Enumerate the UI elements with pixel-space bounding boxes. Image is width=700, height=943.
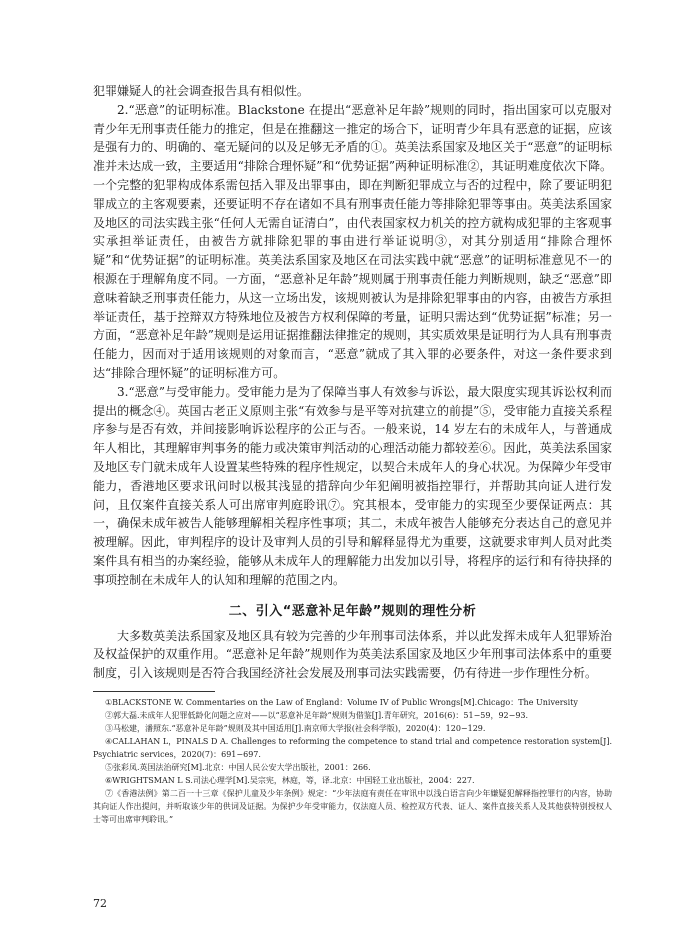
paragraph-continuation: 犯罪嫌疑人的社会调查报告具有相似性。 bbox=[93, 84, 310, 98]
footnote-3: ③马松建，潘照东.“恶意补足年龄”规则及其中国适用[J].南京师大学报(社会科学版)，2020(4)：120−129. bbox=[105, 723, 486, 733]
footnote-1: ①BLACKSTONE W. Commentaries on the Law of England：Volume IV of Public Wrongs[M].Chicago：The University bbox=[105, 697, 578, 707]
page-number: 72 bbox=[93, 897, 107, 910]
footnote-5: ⑤张彩凤.英国法治研究[M].北京：中国人民公安大学出版社，2001：266. bbox=[105, 762, 371, 772]
footnote-4: ④CALLAHAN L，PINALS D A. Challenges to reforming the competence to stand trial and competence restoration system[J]. Psychiatric services，2020(7)：691−697. bbox=[93, 736, 612, 759]
paragraph-section-intro: 大多数英美法系国家及地区具有较为完善的少年刑事司法体系，并以此发挥未成年人犯罪矫治及权益保护的双重作用。“恶意补足年龄”规则作为英美法系国家及地区少年刑事司法体系中的重要制度，引入该规则是否符合我国经济社会发展及刑事司法实践需要，仍有待进一步作理性分析。 bbox=[93, 628, 612, 681]
body-text bbox=[93, 82, 612, 826]
footnote-6: ⑥WRIGHTSMAN L S.司法心理学[M].吴宗宪，林庭，等，译.北京：中国轻工业出版社，2004：227. bbox=[105, 775, 475, 785]
footnotes bbox=[93, 696, 612, 826]
paragraph-malice-standard: 2.“恶意”的证明标准。Blackstone 在提出“恶意补足年龄”规则的同时，指出国家可以克服对青少年无刑事责任能力的推定，但是在推翻这一推定的场合下，证明青少年具有恶意的证据，应该是强有力的、明确的、毫无疑问的以及足够无矛盾的①。英美法系国家及地区关于“恶意”的证明标准并未达成一致，主要适用“排除合理怀疑”和“优势证据”两种证明标准②，其证明难度依次下降。一个完整的犯罪构成体系需包括入罪及出罪事由，即在判断犯罪成立与否的过程中，除了要证明犯罪成立的主客观要素，还要证明不存在诸如不具有刑事责任能力等排除犯罪等事由。英美法系国家及地区的司法实践主张“任何人无需自证清白”，由代表国家权力机关的控方就构成犯罪的主客观事实承担举证责任，由被告方就排除犯罪的事由进行举证说明③，对其分别适用“排除合理怀疑”和“优势证据”的证明标准。英美法系国家及地区在司法实践中就“恶意”的证明标准意见不一的根源在于理解角度不同。一方面，“恶意补足年龄”规则属于刑事责任能力判断规则，缺乏“恶意”即意味着缺乏刑事责任能力，从这一立场出发，该规则被认为是排除犯罪事由的内容，由被告方承担举证责任，基于控辩双方特殊地位及被告方权利保障的考量，证明只需达到“优势证据”标准；另一方面，“恶意补足年龄”规则是运用证据推翻法律推定的规则，其实质效果是证明行为人具有刑事责任能力，因而对于适用该规则的对象而言，“恶意”就成了其入罪的必要条件，对这一条件要求到达“排除合理怀疑”的证明标准方可。 bbox=[93, 102, 612, 380]
footnote-divider bbox=[93, 691, 215, 692]
paragraph-competence-to-stand-trial: 3.“恶意”与受审能力。受审能力是为了保障当事人有效参与诉讼，最大限度实现其诉讼权利而提出的概念④。英国古老正义原则主张“有效参与是平等对抗建立的前提”⑤，受审能力直接关系程序参与是否有效，并间接影响诉讼程序的公正与否。一般来说，14 岁左右的未成年人，与普通成年人相比，其理解审判事务的能力或决策审判活动的心理活动能力都较差⑥。因此，英美法系国家及地区专门就未成年人设置某些特殊的程序性规定，以契合未成年人的身心状况。为保障少年受审能力，香港地区要求讯问时以极其浅显的措辞向少年犯阐明被指控罪行，并帮助其向证人进行发问，且仅案件直接关系人可出席审判庭聆讯⑦。究其根本，受审能力的实现至少要保证两点：其一，确保未成年被告人能够理解相关程序性事项；其二，未成年被告人能够充分表达自己的意见并被理解。因此，审判程序的设计及审判人员的引导和解释显得尤为重要，这就要求审判人员对此类案件具有相当的办案经验，能够从未成年人的理解能力出发加以引导，将程序的运行和有待抉择的事项控制在未成年人的认知和理解的范围之内。 bbox=[93, 384, 612, 587]
footnote-2: ②郭大磊.未成年人犯罪低龄化问题之应对——以“恶意补足年龄”规则为借鉴[J].青年研究，2016(6)：51−59，92−93. bbox=[105, 710, 529, 720]
section-heading: 二、引入“恶意补足年龄”规则的理性分析 bbox=[228, 603, 477, 619]
journal-page bbox=[93, 0, 612, 943]
footnote-7: ⑦《香港法例》第二百一十三章《保护儿童及少年条例》规定：“少年法庭有责任在审讯中以浅白语言向少年嫌疑犯解释指控罪行的内容，协助其向证人作出提问，并听取该少年的供词及证据。为保护少年受审能力，仅法庭人员、检控双方代表、证人、案件直接关系人及其他获特别授权人士等可出席审判聆讯。” bbox=[93, 788, 612, 824]
